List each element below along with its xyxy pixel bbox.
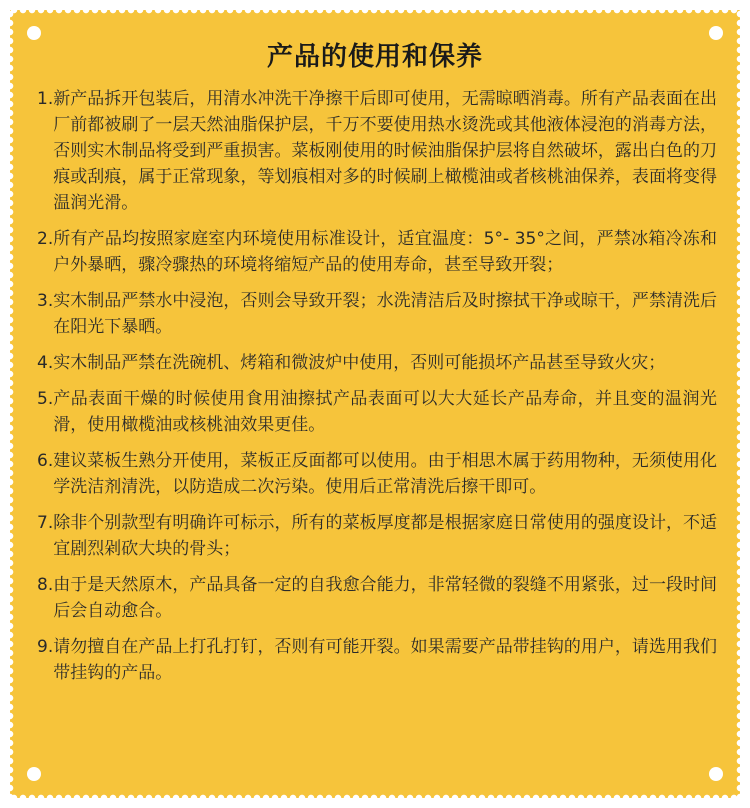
list-item — [37, 572, 717, 624]
list-item — [37, 226, 717, 278]
corner-hole-icon — [27, 767, 41, 781]
item-text: 除非个别款型有明确许可标示，所有的菜板厚度都是根据家庭日常使用的强度设计，不适宜剧烈剁砍大块的骨头； — [53, 513, 717, 559]
item-text: 产品表面干燥的时候使用食用油擦拭产品表面可以大大延长产品寿命，并且变的温润光滑，使用橄榄油或核桃油效果更佳。 — [53, 389, 717, 435]
item-number: 3. — [37, 291, 54, 311]
item-number: 7. — [37, 513, 54, 533]
item-text: 实木制品严禁在洗碗机、烤箱和微波炉中使用，否则可能损坏产品甚至导致火灾； — [53, 353, 666, 373]
list-item — [37, 288, 717, 340]
item-text: 由于是天然原木，产品具备一定的自我愈合能力，非常轻微的裂缝不用紧张，过一段时间后会自动愈合。 — [53, 575, 717, 621]
corner-hole-icon — [709, 767, 723, 781]
item-text: 建议菜板生熟分开使用，菜板正反面都可以使用。由于相思木属于药用物种，无须使用化学洗洁剂清洗，以防造成二次污染。使用后正常清洗后擦干即可。 — [53, 451, 717, 497]
list-item — [37, 350, 717, 376]
perforated-edge-right — [736, 10, 744, 798]
perforated-edge-top — [10, 6, 740, 14]
list-item — [37, 386, 717, 438]
item-number: 4. — [37, 353, 54, 373]
list-item — [37, 448, 717, 500]
item-text: 新产品拆开包装后，用清水冲洗干净擦干后即可使用，无需晾晒消毒。所有产品表面在出厂前都被刷了一层天然油脂保护层，千万不要使用热水烫洗或其他液体浸泡的消毒方法，否则实木制品将受到严重损害。菜板刚使用的时候油脂保护层将自然破坏，露出白色的刀痕或刮痕，属于正常现象，等划痕相对多的时候刷上橄榄油或者核桃油保养，表面将变得温润光滑。 — [53, 89, 717, 213]
item-number: 1. — [37, 89, 54, 109]
list-item — [37, 634, 717, 686]
item-text: 请勿擅自在产品上打孔打钉，否则有可能开裂。如果需要产品带挂钩的用户，请选用我们带挂钩的产品。 — [53, 637, 717, 683]
perforated-edge-bottom — [10, 794, 740, 802]
item-number: 2. — [37, 229, 54, 249]
perforated-edge-left — [6, 10, 14, 798]
page-title: 产品的使用和保养 — [266, 42, 483, 72]
list-item — [37, 510, 717, 562]
item-text: 实木制品严禁水中浸泡，否则会导致开裂；水洗清洁后及时擦拭干净或晾干，严禁清洗后在阳光下暴晒。 — [53, 291, 717, 337]
item-number: 8. — [37, 575, 54, 595]
care-instructions-card — [10, 10, 740, 798]
item-number: 5. — [37, 389, 54, 409]
instruction-list — [37, 86, 717, 696]
list-item — [37, 86, 717, 216]
item-number: 6. — [37, 451, 54, 471]
item-text: 所有产品均按照家庭室内环境使用标准设计，适宜温度：5°- 35°之间，严禁冰箱冷冻和户外暴晒，骤冷骤热的环境将缩短产品的使用寿命，甚至导致开裂； — [53, 229, 717, 275]
item-number: 9. — [37, 637, 54, 657]
